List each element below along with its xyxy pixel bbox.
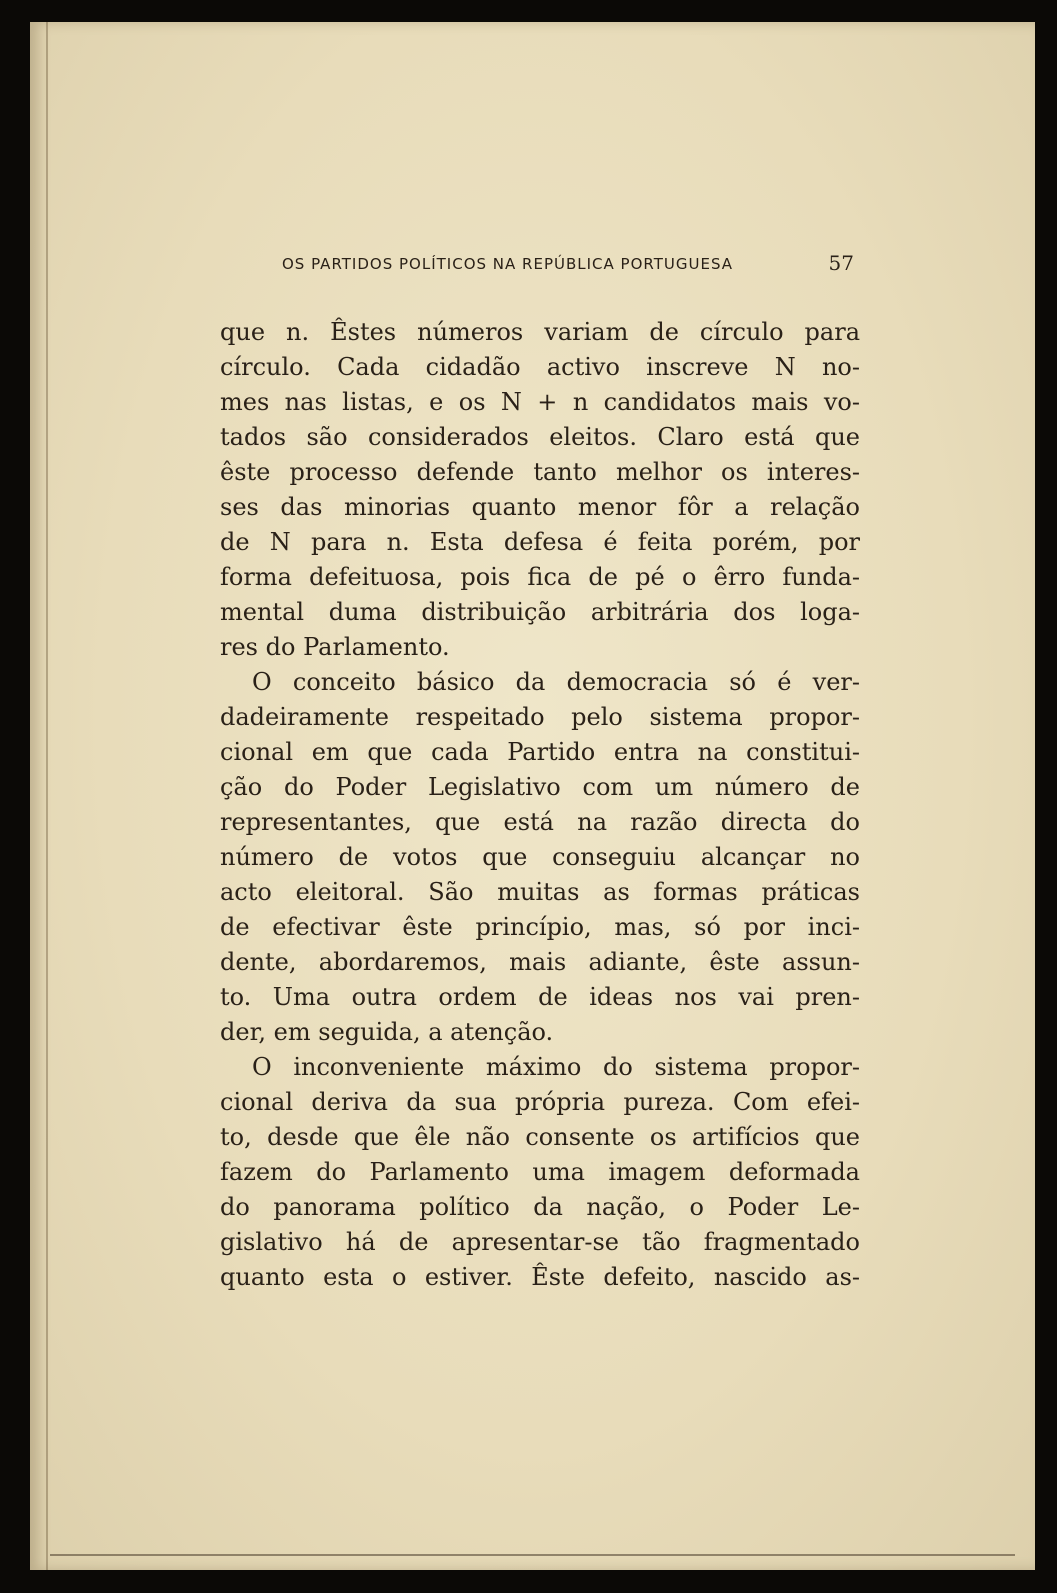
text-line: do panorama político da nação, o Poder Le- xyxy=(220,1193,860,1221)
text-line: número de votos que conseguiu alcançar no xyxy=(220,843,860,871)
text-line: dadeiramente respeitado pelo sistema propor- xyxy=(220,703,860,731)
text-line: to. Uma outra ordem de ideas nos vai pren- xyxy=(220,983,860,1011)
text-line: O conceito básico da democracia só é ver- xyxy=(252,668,860,696)
running-header xyxy=(248,249,854,279)
body-text xyxy=(220,315,860,1295)
running-title: OS PARTIDOS POLÍTICOS NA REPÚBLICA PORTUGUESA xyxy=(282,255,734,273)
text-line: círculo. Cada cidadão activo inscreve N no- xyxy=(220,353,860,381)
text-line: der, em seguida, a atenção. xyxy=(220,1018,554,1046)
text-line: representantes, que está na razão directa do xyxy=(220,808,860,836)
page-number: 57 xyxy=(828,251,854,275)
text-line: ses das minorias quanto menor fôr a relação xyxy=(220,493,860,521)
text-line: de N para n. Esta defesa é feita porém, por xyxy=(220,528,860,556)
text-line: ção do Poder Legislativo com um número de xyxy=(220,773,860,801)
text-line: gislativo há de apresentar-se tão fragmentado xyxy=(220,1228,860,1256)
page-bottom-edge xyxy=(50,1554,1015,1556)
text-line: que n. Êstes números variam de círculo para xyxy=(220,318,860,346)
text-line: cional em que cada Partido entra na constitui- xyxy=(220,738,860,766)
text-line: acto eleitoral. São muitas as formas práticas xyxy=(220,878,860,906)
page-gutter-edge xyxy=(46,22,48,1570)
text-line: to, desde que êle não consente os artifícios que xyxy=(220,1123,860,1151)
text-line: forma defeituosa, pois fica de pé o êrro funda- xyxy=(220,563,860,591)
text-line: mental duma distribuição arbitrária dos loga- xyxy=(220,598,860,626)
text-line: êste processo defende tanto melhor os interes- xyxy=(220,458,860,486)
text-line: fazem do Parlamento uma imagem deformada xyxy=(220,1158,860,1186)
book-page xyxy=(30,22,1035,1570)
text-line: de efectivar êste princípio, mas, só por inci- xyxy=(220,913,860,941)
text-line: quanto esta o estiver. Êste defeito, nascido as- xyxy=(220,1263,860,1291)
text-line: cional deriva da sua própria pureza. Com efei- xyxy=(220,1088,860,1116)
text-line: O inconveniente máximo do sistema propor- xyxy=(252,1053,860,1081)
text-line: res do Parlamento. xyxy=(220,633,450,661)
text-line: dente, abordaremos, mais adiante, êste assun- xyxy=(220,948,860,976)
text-line: mes nas listas, e os N + n candidatos mais vo- xyxy=(220,388,860,416)
text-line: tados são considerados eleitos. Claro está que xyxy=(220,423,860,451)
